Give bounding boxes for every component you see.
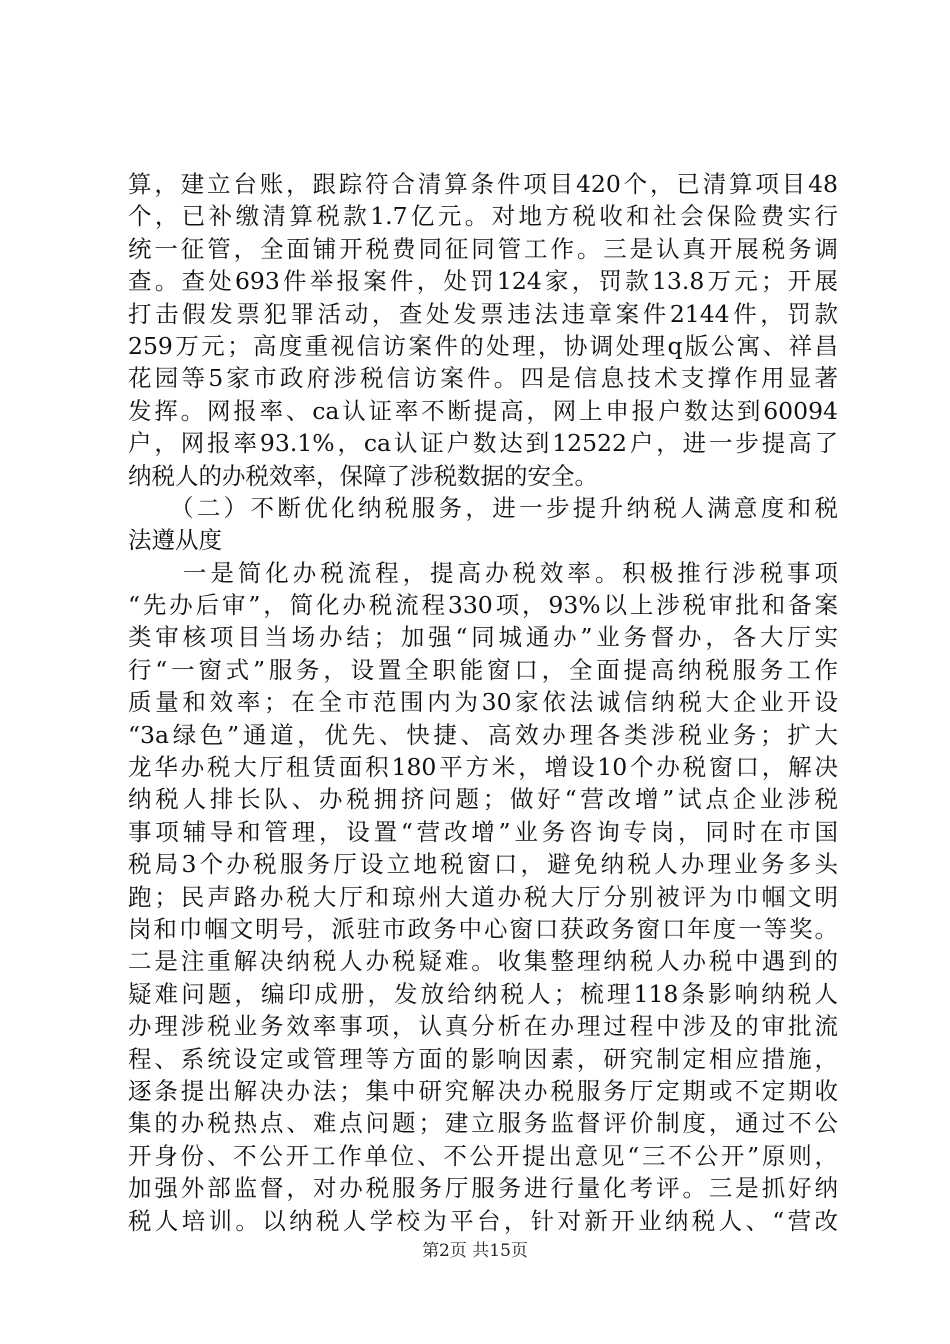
text-line: 户，网报率93.1%，ca认证户数达到12522户，进一步提高了 (128, 429, 838, 458)
text-line: 类审核项目当场办结；加强“同城通办”业务督办，各大厅实 (128, 623, 838, 652)
section-heading-line: 法遵从度 (128, 526, 222, 555)
text-line: 质量和效率；在全市范围内为30家依法诚信纳税大企业开设 (128, 688, 838, 717)
section-heading-line: （二）不断优化纳税服务，进一步提升纳税人满意度和税 (128, 493, 838, 522)
body-text (128, 168, 838, 1237)
text-line: 查。查处693件举报案件，处罚124家，罚款13.8万元；开展 (128, 267, 838, 296)
text-line: 花园等5家市政府涉税信访案件。四是信息技术支撑作用显著 (128, 364, 838, 393)
text-line: 加强外部监督，对办税服务厅服务进行量化考评。三是抓好纳 (128, 1174, 838, 1203)
text-line: 纳税人排长队、办税拥挤问题；做好“营改增”试点企业涉税 (128, 785, 838, 814)
text-line: “先办后审”，简化办税流程330项，93%以上涉税审批和备案 (128, 591, 838, 620)
text-line: 发挥。网报率、ca认证率不断提高，网上申报户数达到60094 (128, 396, 838, 425)
text-line: 办理涉税业务效率事项，认真分析在办理过程中涉及的审批流 (128, 1012, 838, 1041)
text-line: 事项辅导和管理，设置“营改增”业务咨询专岗，同时在市国 (128, 817, 838, 846)
text-line: “3a绿色”通道，优先、快捷、高效办理各类涉税业务；扩大 (128, 720, 838, 749)
text-line: 税局3个办税服务厅设立地税窗口，避免纳税人办理业务多头 (128, 850, 838, 879)
text-line: 算，建立台账，跟踪符合清算条件项目420个，已清算项目48 (128, 170, 838, 198)
text-line: 二是注重解决纳税人办税疑难。收集整理纳税人办税中遇到的 (128, 947, 838, 976)
text-line: 程、系统设定或管理等方面的影响因素，研究制定相应措施， (128, 1044, 838, 1073)
text-line: 开身份、不公开工作单位、不公开提出意见“三不公开”原则， (128, 1141, 838, 1170)
text-line: 疑难问题，编印成册，发放给纳税人；梳理118条影响纳税人 (128, 979, 838, 1008)
page-number-footer: 第2页 共15页 (422, 1241, 528, 1261)
text-line: 一是简化办税流程，提高办税效率。积极推行涉税事项 (128, 558, 838, 587)
text-line: 跑；民声路办税大厅和琼州大道办税大厅分别被评为巾帼文明 (128, 882, 838, 911)
text-line: 税人培训。以纳税人学校为平台，针对新开业纳税人、“营改 (128, 1206, 838, 1235)
text-line: 逐条提出解决办法；集中研究解决办税服务厅定期或不定期收 (128, 1076, 838, 1105)
text-line: 个，已补缴清算税款1.7亿元。对地方税收和社会保险费实行 (128, 202, 838, 231)
text-line: 统一征管，全面铺开税费同征同管工作。三是认真开展税务调 (128, 234, 838, 263)
text-line: 259万元；高度重视信访案件的处理，协调处理q版公寓、祥昌 (128, 331, 838, 360)
text-line: 行“一窗式”服务，设置全职能窗口，全面提高纳税服务工作 (128, 655, 838, 684)
text-line: 打击假发票犯罪活动，查处发票违法违章案件2144件，罚款 (128, 299, 838, 328)
text-line: 岗和巾帼文明号，派驻市政务中心窗口获政务窗口年度一等奖。 (128, 914, 838, 943)
text-line: 纳税人的办税效率，保障了涉税数据的安全。 (128, 461, 598, 490)
text-line: 集的办税热点、难点问题；建立服务监督评价制度，通过不公 (128, 1109, 838, 1138)
text-line: 龙华办税大厅租赁面积180平方米，增设10个办税窗口，解决 (128, 753, 838, 782)
